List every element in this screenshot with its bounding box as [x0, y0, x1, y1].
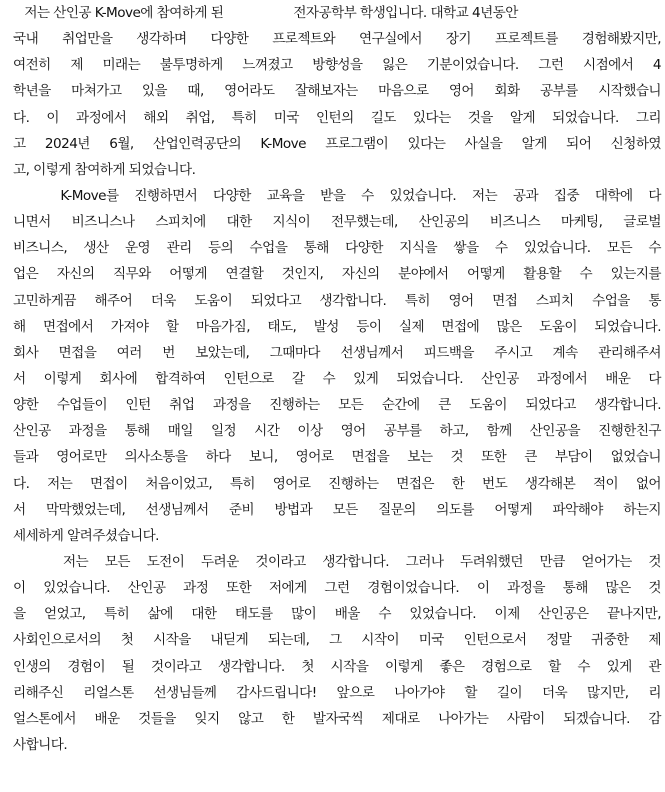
text-line: 이 있었습니다. 산인공 과정 또한 저에게 그런 경험이었습니다. 이 과정을 통해 많은 것: [13, 580, 661, 597]
text-line: 다. 이 과정에서 해외 취업, 특히 미국 인턴의 길도 있다는 것을 알게 되었습니다. 그리: [13, 109, 661, 126]
text-line: 들과 영어로만 의사소통을 하다 보니, 영어로 면접을 보는 것 또한 큰 부담이 없었습니: [13, 449, 661, 466]
text-line: 회사 면접을 여러 번 보았는데, 그때마다 선생님께서 피드백을 주시고 계속 관리해주셔: [13, 344, 661, 361]
text-line: 서 이렇게 회사에 합격하여 인턴으로 갈 수 있게 되었습니다. 산인공 과정에서 배운 다: [13, 370, 661, 387]
text-line: 산인공 과정을 통해 매일 일정 시간 이상 영어 공부를 하고, 함께 산인공을 진행한친구: [13, 423, 661, 440]
paragraph-conclusion: [13, 549, 661, 758]
text-line: 을 얻었고, 특히 삶에 대한 태도를 많이 배울 수 있었습니다. 이제 산인공은 끝나지만,: [13, 606, 661, 623]
text-line: 저는 모든 도전이 두려운 것이라고 생각합니다. 그러나 두려워했던 만큼 얻어가는 것: [13, 553, 661, 570]
document-body: [13, 0, 661, 758]
text-line: 인생의 경험이 될 것이라고 생각합니다. 첫 시작을 이렇게 좋은 경험으로 할 수 있게 관: [13, 658, 661, 675]
paragraph-program: [13, 183, 661, 549]
text-line: 고, 이렇게 참여하게 되었습니다.: [13, 161, 196, 178]
paragraph-intro: [13, 0, 661, 183]
text-line-part: 저는 산인공 K-Move에 참여하게 된: [13, 5, 224, 21]
text-line: 세세하게 알려주셨습니다.: [13, 527, 159, 544]
text-line: K-Move를 진행하면서 다양한 교육을 받을 수 있었습니다. 저는 공과 집중 대학에 다: [13, 187, 661, 204]
text-line: 여전히 제 미래는 불투명하게 느껴졌고 방향성을 잃은 기분이었습니다. 그런 시점에서 4: [13, 57, 661, 74]
text-line: 고 2024년 6월, 산업인력공단의 K-Move 프로그램이 있다는 사실을 알게 되어 신청하였: [13, 135, 661, 152]
text-line: 서 막막했었는데, 선생님께서 준비 방법과 모든 질문의 의도를 어떻게 파악해야 하는지: [13, 501, 661, 518]
text-line: 니면서 비즈니스나 스피치에 대한 지식이 전무했는데, 산인공의 비즈니스 마케팅, 글로벌: [13, 214, 661, 231]
text-line: 업은 자신의 직무와 어떻게 연결할 것인지, 자신의 분야에서 어떻게 활용할 수 있는지를: [13, 266, 661, 283]
text-line: [13, 0, 661, 26]
text-line: 사회인으로서의 첫 시작을 내딛게 되는데, 그 시작이 미국 인턴으로서 정말 귀중한 제: [13, 632, 661, 649]
text-line: 양한 수업들이 인턴 취업 과정을 진행하는 모든 순간에 큰 도움이 되었다고 생각합니다.: [13, 397, 661, 414]
text-line: 학년을 마쳐가고 있을 때, 영어라도 잘해보자는 마음으로 영어 회화 공부를 시작했습니: [13, 83, 661, 100]
text-line: 비즈니스, 생산 운영 관리 등의 수업을 통해 다양한 지식을 쌓을 수 있었습니다. 모든 수: [13, 240, 661, 257]
text-line: 해 면접에서 가져야 할 마음가짐, 태도, 발성 등이 실제 면접에 많은 도움이 되었습니다.: [13, 318, 661, 335]
text-line: 얼스톤에서 배운 것들을 잊지 않고 한 발자국씩 제대로 나아가는 사람이 되겠습니다. 감: [13, 710, 661, 727]
text-line: 리해주신 리얼스톤 선생님들께 감사드립니다! 앞으로 나아가야 할 길이 더욱 많지만, 리: [13, 684, 661, 701]
text-line: 국내 취업만을 생각하며 다양한 프로젝트와 연구실에서 장기 프로젝트를 경험해봤지만,: [13, 31, 661, 48]
text-line: 사합니다.: [13, 736, 68, 753]
text-line: 다. 저는 면접이 처음이었고, 특히 영어로 진행하는 면접은 한 번도 생각해본 적이 없어: [13, 475, 661, 492]
text-line: 고민하게끔 해주어 더욱 도움이 되었다고 생각합니다. 특히 영어 면접 스피치 수업을 통: [13, 292, 661, 309]
text-line-part: 전자공학부 학생입니다. 대학교 4년동안: [293, 5, 518, 21]
